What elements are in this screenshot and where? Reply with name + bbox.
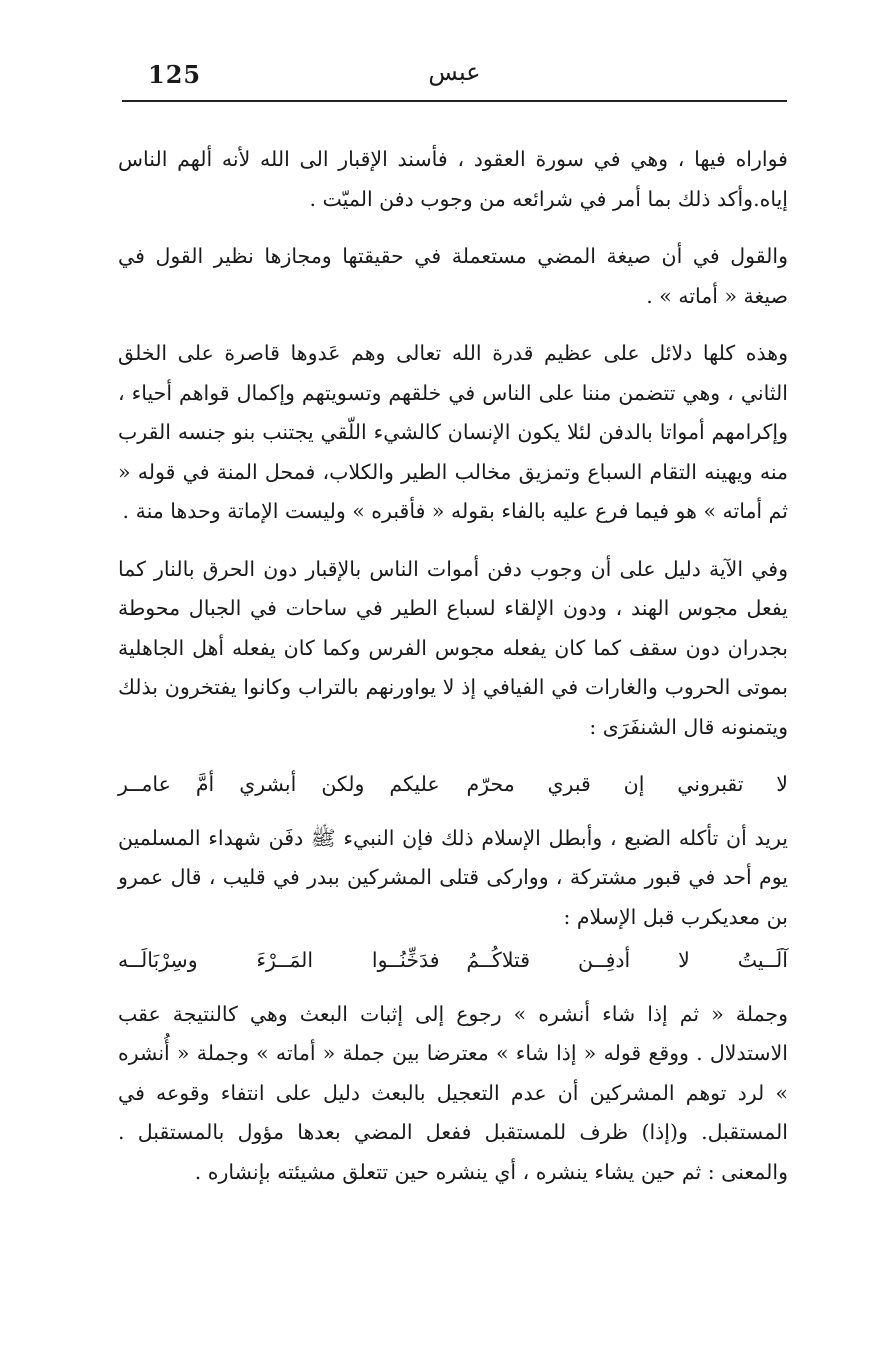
- surah-title: عبس: [428, 58, 481, 86]
- first-hemistich: [466, 765, 788, 805]
- paragraph: يريد أن تأكله الضبع ، وأبطل الإسلام ذلك فإن النبيء ﷺ دفَن شهداء المسلمين يوم أحد في قبور مشتركة ، وواركى قتلى المشركين ببدر في قليب ، قال عمرو بن معديكرب قبل الإسلام :: [118, 825, 788, 929]
- second-hemistich: [118, 765, 440, 805]
- verse-word: أدفِــن: [577, 948, 631, 972]
- body-text: [118, 140, 788, 1210]
- paragraph: وهذه كلها دلائل على عظيم قدرة الله تعالى وهم عَدوها قاصرة على الخلق الثاني ، وهي تتضمن مننا على الناس في خلقهم وتسويتهم وإكمال قواهم أحياء ، وإكرامهم أمواتا بالدفن لئلا يكون الإنسان كالشيء اللّقي يجتنب بنو جنسه القرب منه ويهينه التقام السباع وتمزيق مخالب الطير والكلاب، فمحل المنة في قوله « ثم أماته » هو فيما فرع عليه بالفاء بقوله « فأقبره » وليست الإماتة وحدها منة .: [118, 341, 788, 523]
- verse-word: عليكم: [389, 772, 440, 796]
- verse-word: ولكن: [321, 772, 365, 796]
- paragraph: والقول في أن صيغة المضي مستعملة في حقيقتها ومجازها نظير القول في صيغة « أماته » .: [118, 244, 788, 308]
- verse-word: تقبروني: [677, 772, 744, 796]
- poetry-verse-amr: [118, 941, 788, 981]
- verse-word: إن: [623, 772, 645, 796]
- verse-word: محرّم: [466, 772, 515, 796]
- verse-word: المَــرْءَ: [256, 948, 314, 972]
- verse-word: قبري: [547, 772, 591, 796]
- verse-word: لا: [776, 772, 788, 796]
- paragraph: وفي الآية دليل على أن وجوب دفن أموات الناس بالإقبار دون الحرق بالنار كما يفعل مجوس الهند ، ودون الإلقاء لسباع الطير في ساحات في الجبال محوطة بجدران دون سقف كما كان يفعله مجوس الفرس وكما كان يفعله أهل الجاهلية بموتى الحروب والغارات في الفيافي إذ لا يواورنهم بالتراب وكانوا يفتخرون بذلك ويتمنونه قال الشنفَرَى :: [118, 556, 788, 739]
- verse-word: قتلاكُــمُ: [466, 948, 531, 972]
- first-hemistich: [466, 941, 788, 981]
- verse-word: فدَخِّنُــوا: [371, 948, 440, 972]
- header-divider: [122, 100, 787, 102]
- paragraph: فواراه فيها ، وهي في سورة العقود ، فأسند الإقبار الى الله لأنه ألهم الناس إياه.وأكد ذلك بما أمر في شرائعه من وجوب دفن الميّت .: [118, 147, 788, 211]
- page-number: 125: [148, 60, 202, 89]
- running-header: [122, 58, 787, 102]
- verse-word: أبشري: [239, 772, 297, 796]
- verse-word: لا: [678, 948, 690, 972]
- second-hemistich: [118, 941, 440, 981]
- verse-word: عامــر: [118, 772, 171, 796]
- poetry-verse-shanfara: [118, 765, 788, 805]
- verse-word: آلَــيتُ: [737, 948, 788, 972]
- verse-word: وسِرْبَالَــه: [118, 948, 198, 972]
- paragraph: وجملة « ثم إذا شاء أنشره » رجوع إلى إثبات البعث وهي كالنتيجة عقب الاستدلال . ووقع قوله « إذا شاء » معترضا بين جملة « أماته » وجملة « أُنشره » لرد توهم المشركين أن عدم التعجيل بالبعث دليل على انتفاء وقوعه في المستقبل. و(إذا) ظرف للمستقبل ففعل المضي بعدها مؤول بالمستقبل . والمعنى : ثم حين يشاء ينشره ، أي ينشره حين تتعلق مشيئته بإنشاره .: [118, 1001, 788, 1184]
- verse-word: أمَّ: [195, 772, 215, 796]
